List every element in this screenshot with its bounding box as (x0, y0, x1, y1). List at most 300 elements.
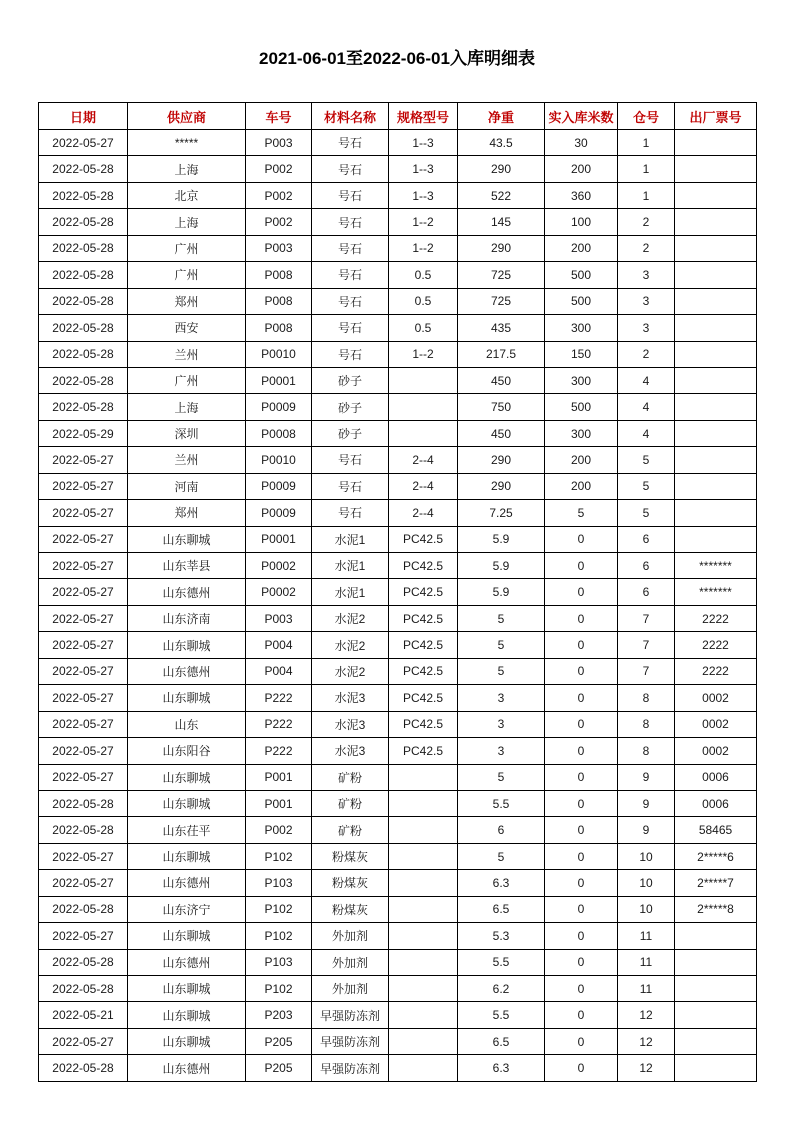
cell-material: 水泥2 (312, 658, 389, 684)
cell-date: 2022-05-21 (39, 1002, 128, 1028)
cell-ticket-no (675, 341, 757, 367)
column-header-material: 材料名称 (312, 103, 389, 130)
cell-warehouse: 10 (618, 843, 675, 869)
column-header-actual-qty: 实入库米数 (545, 103, 618, 130)
cell-actual-qty: 0 (545, 632, 618, 658)
cell-truck-no: P003 (246, 130, 312, 156)
cell-supplier: ***** (128, 130, 246, 156)
cell-truck-no: P004 (246, 632, 312, 658)
table-row (39, 711, 757, 737)
cell-ticket-no: 58465 (675, 817, 757, 843)
cell-spec (389, 843, 458, 869)
cell-net-weight: 290 (458, 156, 545, 182)
cell-net-weight: 145 (458, 209, 545, 235)
cell-actual-qty: 0 (545, 923, 618, 949)
cell-warehouse: 5 (618, 473, 675, 499)
cell-ticket-no: 2*****6 (675, 843, 757, 869)
cell-truck-no: P0010 (246, 341, 312, 367)
cell-ticket-no (675, 367, 757, 393)
cell-truck-no: P203 (246, 1002, 312, 1028)
table-row (39, 764, 757, 790)
cell-net-weight: 5 (458, 658, 545, 684)
cell-date: 2022-05-28 (39, 790, 128, 816)
cell-truck-no: P205 (246, 1028, 312, 1054)
cell-date: 2022-05-27 (39, 711, 128, 737)
cell-spec: 2--4 (389, 473, 458, 499)
cell-material: 号石 (312, 262, 389, 288)
cell-supplier: 郑州 (128, 500, 246, 526)
cell-actual-qty: 300 (545, 367, 618, 393)
cell-net-weight: 5 (458, 764, 545, 790)
cell-warehouse: 11 (618, 949, 675, 975)
cell-warehouse: 3 (618, 288, 675, 314)
cell-warehouse: 12 (618, 1055, 675, 1081)
cell-material: 外加剂 (312, 976, 389, 1002)
cell-supplier: 山东德州 (128, 1055, 246, 1081)
cell-warehouse: 1 (618, 130, 675, 156)
cell-ticket-no (675, 288, 757, 314)
cell-supplier: 上海 (128, 394, 246, 420)
column-header-date: 日期 (39, 103, 128, 130)
cell-material: 水泥3 (312, 685, 389, 711)
column-header-net-weight: 净重 (458, 103, 545, 130)
cell-truck-no: P001 (246, 790, 312, 816)
cell-supplier: 山东聊城 (128, 1002, 246, 1028)
cell-net-weight: 217.5 (458, 341, 545, 367)
cell-ticket-no: 0002 (675, 685, 757, 711)
cell-actual-qty: 0 (545, 949, 618, 975)
cell-spec: PC42.5 (389, 553, 458, 579)
cell-actual-qty: 300 (545, 315, 618, 341)
cell-net-weight: 3 (458, 738, 545, 764)
cell-net-weight: 6.2 (458, 976, 545, 1002)
cell-truck-no: P0010 (246, 447, 312, 473)
cell-spec (389, 896, 458, 922)
table-row (39, 156, 757, 182)
table-row (39, 896, 757, 922)
cell-actual-qty: 0 (545, 579, 618, 605)
cell-supplier: 山东德州 (128, 949, 246, 975)
cell-warehouse: 11 (618, 976, 675, 1002)
cell-net-weight: 435 (458, 315, 545, 341)
cell-date: 2022-05-27 (39, 685, 128, 711)
table-body (39, 130, 757, 1082)
cell-spec (389, 790, 458, 816)
cell-ticket-no (675, 500, 757, 526)
cell-warehouse: 7 (618, 605, 675, 631)
cell-spec: PC42.5 (389, 579, 458, 605)
cell-net-weight: 725 (458, 288, 545, 314)
cell-supplier: 山东 (128, 711, 246, 737)
cell-spec: PC42.5 (389, 526, 458, 552)
header-row (39, 103, 757, 130)
cell-date: 2022-05-27 (39, 553, 128, 579)
cell-spec: 0.5 (389, 262, 458, 288)
cell-ticket-no (675, 447, 757, 473)
cell-net-weight: 6 (458, 817, 545, 843)
cell-truck-no: P002 (246, 156, 312, 182)
cell-warehouse: 8 (618, 738, 675, 764)
cell-net-weight: 5.3 (458, 923, 545, 949)
cell-date: 2022-05-27 (39, 1028, 128, 1054)
cell-warehouse: 7 (618, 632, 675, 658)
cell-actual-qty: 0 (545, 817, 618, 843)
cell-truck-no: P102 (246, 923, 312, 949)
cell-truck-no: P222 (246, 738, 312, 764)
cell-spec (389, 367, 458, 393)
cell-material: 号石 (312, 130, 389, 156)
cell-net-weight: 750 (458, 394, 545, 420)
cell-net-weight: 5 (458, 843, 545, 869)
cell-actual-qty: 100 (545, 209, 618, 235)
cell-date: 2022-05-27 (39, 923, 128, 949)
cell-spec (389, 949, 458, 975)
cell-date: 2022-05-27 (39, 870, 128, 896)
cell-date: 2022-05-27 (39, 500, 128, 526)
table-row (39, 209, 757, 235)
cell-spec (389, 1002, 458, 1028)
cell-warehouse: 1 (618, 182, 675, 208)
cell-material: 矿粉 (312, 764, 389, 790)
table-row (39, 500, 757, 526)
cell-date: 2022-05-28 (39, 367, 128, 393)
cell-spec (389, 394, 458, 420)
cell-net-weight: 5.9 (458, 553, 545, 579)
cell-ticket-no (675, 182, 757, 208)
table-row (39, 1028, 757, 1054)
cell-actual-qty: 0 (545, 738, 618, 764)
cell-supplier: 山东聊城 (128, 843, 246, 869)
cell-supplier: 上海 (128, 209, 246, 235)
cell-date: 2022-05-28 (39, 394, 128, 420)
cell-warehouse: 10 (618, 896, 675, 922)
cell-ticket-no: 0006 (675, 764, 757, 790)
cell-spec: 1--3 (389, 156, 458, 182)
cell-ticket-no (675, 526, 757, 552)
cell-spec: 2--4 (389, 447, 458, 473)
cell-supplier: 广州 (128, 367, 246, 393)
cell-supplier: 山东茌平 (128, 817, 246, 843)
cell-ticket-no (675, 130, 757, 156)
cell-ticket-no: 2*****8 (675, 896, 757, 922)
table-row (39, 341, 757, 367)
cell-actual-qty: 0 (545, 1002, 618, 1028)
cell-ticket-no: 2222 (675, 658, 757, 684)
cell-ticket-no (675, 394, 757, 420)
cell-material: 早强防冻剂 (312, 1028, 389, 1054)
cell-ticket-no: 2*****7 (675, 870, 757, 896)
cell-date: 2022-05-28 (39, 315, 128, 341)
cell-spec: 1--2 (389, 235, 458, 261)
cell-supplier: 北京 (128, 182, 246, 208)
column-header-ticket-no: 出厂票号 (675, 103, 757, 130)
cell-spec: PC42.5 (389, 658, 458, 684)
table-row (39, 315, 757, 341)
cell-truck-no: P102 (246, 976, 312, 1002)
cell-spec: PC42.5 (389, 738, 458, 764)
cell-material: 砂子 (312, 420, 389, 446)
cell-truck-no: P0001 (246, 526, 312, 552)
cell-spec: 0.5 (389, 315, 458, 341)
cell-material: 水泥1 (312, 526, 389, 552)
table-row (39, 447, 757, 473)
cell-date: 2022-05-27 (39, 632, 128, 658)
table-row (39, 685, 757, 711)
cell-ticket-no: 0002 (675, 738, 757, 764)
cell-actual-qty: 0 (545, 711, 618, 737)
cell-net-weight: 6.3 (458, 870, 545, 896)
cell-material: 号石 (312, 288, 389, 314)
cell-supplier: 山东德州 (128, 579, 246, 605)
cell-spec (389, 976, 458, 1002)
cell-material: 早强防冻剂 (312, 1002, 389, 1028)
cell-spec (389, 817, 458, 843)
cell-net-weight: 6.5 (458, 896, 545, 922)
cell-material: 粉煤灰 (312, 870, 389, 896)
cell-warehouse: 12 (618, 1028, 675, 1054)
cell-supplier: 山东聊城 (128, 976, 246, 1002)
table-row (39, 632, 757, 658)
table-row (39, 605, 757, 631)
cell-net-weight: 5.9 (458, 579, 545, 605)
cell-net-weight: 6.3 (458, 1055, 545, 1081)
table-row (39, 1055, 757, 1081)
table-row (39, 288, 757, 314)
cell-net-weight: 5.5 (458, 1002, 545, 1028)
cell-ticket-no: 0006 (675, 790, 757, 816)
cell-warehouse: 6 (618, 526, 675, 552)
cell-material: 外加剂 (312, 923, 389, 949)
cell-supplier: 上海 (128, 156, 246, 182)
cell-material: 粉煤灰 (312, 896, 389, 922)
cell-actual-qty: 0 (545, 685, 618, 711)
cell-warehouse: 12 (618, 1002, 675, 1028)
cell-net-weight: 6.5 (458, 1028, 545, 1054)
table-row (39, 817, 757, 843)
cell-actual-qty: 0 (545, 1028, 618, 1054)
cell-spec (389, 420, 458, 446)
cell-supplier: 山东聊城 (128, 526, 246, 552)
cell-ticket-no (675, 473, 757, 499)
cell-material: 水泥1 (312, 553, 389, 579)
cell-material: 水泥1 (312, 579, 389, 605)
cell-date: 2022-05-28 (39, 209, 128, 235)
cell-warehouse: 6 (618, 553, 675, 579)
table-row (39, 420, 757, 446)
cell-truck-no: P205 (246, 1055, 312, 1081)
cell-supplier: 河南 (128, 473, 246, 499)
cell-date: 2022-05-28 (39, 235, 128, 261)
table-row (39, 182, 757, 208)
cell-supplier: 兰州 (128, 447, 246, 473)
cell-net-weight: 7.25 (458, 500, 545, 526)
cell-date: 2022-05-28 (39, 817, 128, 843)
cell-net-weight: 450 (458, 367, 545, 393)
cell-material: 号石 (312, 182, 389, 208)
cell-date: 2022-05-27 (39, 764, 128, 790)
cell-ticket-no (675, 235, 757, 261)
cell-truck-no: P102 (246, 843, 312, 869)
cell-truck-no: P222 (246, 711, 312, 737)
cell-warehouse: 8 (618, 685, 675, 711)
cell-date: 2022-05-28 (39, 288, 128, 314)
cell-actual-qty: 0 (545, 658, 618, 684)
cell-spec: 2--4 (389, 500, 458, 526)
cell-warehouse: 10 (618, 870, 675, 896)
column-header-warehouse: 仓号 (618, 103, 675, 130)
table-row (39, 553, 757, 579)
column-header-supplier: 供应商 (128, 103, 246, 130)
cell-actual-qty: 200 (545, 473, 618, 499)
table-row (39, 976, 757, 1002)
cell-actual-qty: 0 (545, 605, 618, 631)
cell-supplier: 山东聊城 (128, 1028, 246, 1054)
table-row (39, 658, 757, 684)
table-row (39, 262, 757, 288)
cell-date: 2022-05-27 (39, 738, 128, 764)
cell-ticket-no (675, 209, 757, 235)
table-header (39, 103, 757, 130)
cell-spec (389, 1028, 458, 1054)
cell-date: 2022-05-27 (39, 658, 128, 684)
table-row (39, 473, 757, 499)
cell-warehouse: 5 (618, 447, 675, 473)
cell-material: 水泥3 (312, 711, 389, 737)
column-header-truck-no: 车号 (246, 103, 312, 130)
column-header-spec: 规格型号 (389, 103, 458, 130)
cell-supplier: 山东德州 (128, 658, 246, 684)
cell-material: 号石 (312, 315, 389, 341)
cell-warehouse: 3 (618, 315, 675, 341)
cell-date: 2022-05-27 (39, 130, 128, 156)
cell-supplier: 山东聊城 (128, 764, 246, 790)
cell-net-weight: 43.5 (458, 130, 545, 156)
cell-actual-qty: 200 (545, 447, 618, 473)
cell-ticket-no (675, 315, 757, 341)
cell-warehouse: 9 (618, 817, 675, 843)
cell-actual-qty: 500 (545, 394, 618, 420)
cell-supplier: 深圳 (128, 420, 246, 446)
cell-truck-no: P0002 (246, 579, 312, 605)
cell-net-weight: 5.9 (458, 526, 545, 552)
cell-ticket-no (675, 420, 757, 446)
cell-actual-qty: 0 (545, 843, 618, 869)
cell-actual-qty: 150 (545, 341, 618, 367)
cell-actual-qty: 0 (545, 870, 618, 896)
cell-actual-qty: 500 (545, 262, 618, 288)
cell-warehouse: 2 (618, 209, 675, 235)
cell-warehouse: 6 (618, 579, 675, 605)
cell-truck-no: P008 (246, 262, 312, 288)
table-row (39, 235, 757, 261)
cell-truck-no: P003 (246, 605, 312, 631)
cell-truck-no: P002 (246, 182, 312, 208)
cell-actual-qty: 0 (545, 896, 618, 922)
cell-actual-qty: 5 (545, 500, 618, 526)
cell-truck-no: P103 (246, 949, 312, 975)
cell-date: 2022-05-27 (39, 605, 128, 631)
cell-supplier: 山东聊城 (128, 685, 246, 711)
cell-truck-no: P0009 (246, 473, 312, 499)
cell-warehouse: 1 (618, 156, 675, 182)
cell-truck-no: P004 (246, 658, 312, 684)
cell-net-weight: 3 (458, 685, 545, 711)
cell-warehouse: 9 (618, 764, 675, 790)
cell-material: 矿粉 (312, 817, 389, 843)
cell-ticket-no (675, 1002, 757, 1028)
cell-spec: 0.5 (389, 288, 458, 314)
cell-spec (389, 923, 458, 949)
inbound-detail-table (38, 102, 757, 1082)
cell-material: 粉煤灰 (312, 843, 389, 869)
cell-net-weight: 3 (458, 711, 545, 737)
cell-material: 号石 (312, 235, 389, 261)
cell-spec: 1--3 (389, 130, 458, 156)
cell-actual-qty: 0 (545, 1055, 618, 1081)
cell-net-weight: 5.5 (458, 949, 545, 975)
cell-actual-qty: 360 (545, 182, 618, 208)
cell-truck-no: P222 (246, 685, 312, 711)
cell-material: 号石 (312, 473, 389, 499)
cell-material: 水泥2 (312, 605, 389, 631)
cell-warehouse: 4 (618, 420, 675, 446)
cell-spec: 1--2 (389, 209, 458, 235)
cell-date: 2022-05-28 (39, 341, 128, 367)
cell-net-weight: 5.5 (458, 790, 545, 816)
cell-spec: 1--3 (389, 182, 458, 208)
cell-actual-qty: 200 (545, 235, 618, 261)
cell-material: 早强防冻剂 (312, 1055, 389, 1081)
cell-net-weight: 290 (458, 473, 545, 499)
cell-material: 号石 (312, 500, 389, 526)
cell-net-weight: 450 (458, 420, 545, 446)
cell-ticket-no (675, 156, 757, 182)
cell-warehouse: 8 (618, 711, 675, 737)
cell-date: 2022-05-29 (39, 420, 128, 446)
cell-warehouse: 11 (618, 923, 675, 949)
cell-date: 2022-05-28 (39, 182, 128, 208)
cell-warehouse: 2 (618, 235, 675, 261)
table-row (39, 790, 757, 816)
cell-truck-no: P008 (246, 288, 312, 314)
table-row (39, 130, 757, 156)
cell-ticket-no: ******* (675, 579, 757, 605)
cell-truck-no: P102 (246, 896, 312, 922)
cell-actual-qty: 200 (545, 156, 618, 182)
cell-spec (389, 764, 458, 790)
table-row (39, 870, 757, 896)
cell-ticket-no (675, 262, 757, 288)
cell-supplier: 广州 (128, 262, 246, 288)
cell-material: 外加剂 (312, 949, 389, 975)
cell-date: 2022-05-27 (39, 447, 128, 473)
cell-supplier: 山东聊城 (128, 790, 246, 816)
cell-supplier: 山东济宁 (128, 896, 246, 922)
cell-actual-qty: 300 (545, 420, 618, 446)
cell-material: 号石 (312, 156, 389, 182)
table-row (39, 923, 757, 949)
cell-warehouse: 7 (618, 658, 675, 684)
cell-material: 水泥2 (312, 632, 389, 658)
table-row (39, 949, 757, 975)
cell-date: 2022-05-28 (39, 896, 128, 922)
cell-net-weight: 290 (458, 447, 545, 473)
cell-truck-no: P0001 (246, 367, 312, 393)
cell-spec (389, 1055, 458, 1081)
cell-material: 号石 (312, 447, 389, 473)
table-row (39, 367, 757, 393)
cell-spec: PC42.5 (389, 605, 458, 631)
